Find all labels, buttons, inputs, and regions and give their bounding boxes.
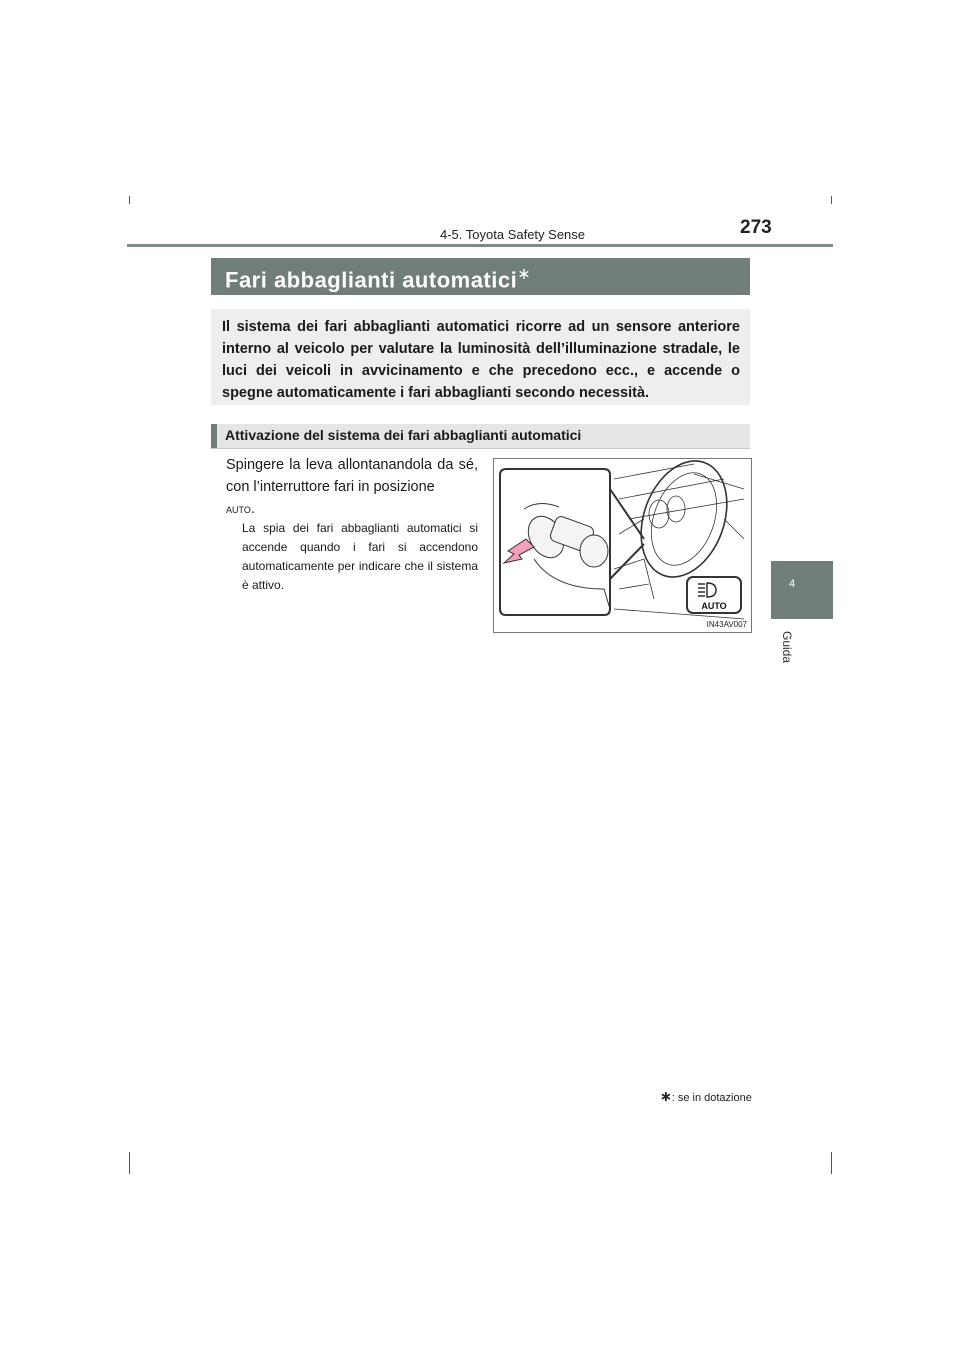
title-bar [211,258,750,295]
intro-text: Il sistema dei fari abbaglianti automatici ricorre ad un sensore anteriore interno al veicolo per valutare la luminosità dell’illuminazione stradale, le luci dei veicoli in avvicinamento e che precedono ecc., e accende o spegne automaticamente i fari abbaglianti secondo necessità. [222,319,740,401]
auto-symbol: AUTO [226,505,251,515]
chapter-name-wrapper [780,631,810,671]
crop-mark [129,196,130,204]
auto-indicator-label: AUTO [701,601,727,611]
page-title-text: Fari abbaglianti automatici [225,267,518,293]
instruction-end: . [250,501,255,517]
subsection-marker [211,424,217,448]
note-text: La spia dei fari abbaglianti automatici si accende quando i fari si accendono automaticamente per indicare che il sistema è attivo. [242,521,478,592]
chapter-name: Guida [780,631,794,664]
footnote [660,1088,752,1105]
lever-illustration [494,459,751,632]
section-label: 4-5. Toyota Safety Sense [440,227,586,242]
crop-mark [129,1152,130,1174]
footnote-text: : se in dotazione [671,1092,752,1104]
footnote-mark: ∗ [660,1088,672,1104]
crop-mark [831,1152,832,1174]
header-rule [127,244,833,247]
illustration [493,458,752,633]
intro-box [211,309,750,405]
instruction-main: Spingere la leva allontanandola da sé, con l’interruttore fari in posizione [226,457,478,495]
chapter-tab [771,561,833,619]
crop-mark [831,196,832,204]
instruction-text [226,454,478,521]
subsection-heading: Attivazione del sistema dei fari abbaglianti automatici [225,427,582,443]
figure-code: IN43AV007 [706,620,747,629]
title-footnote-mark: ∗ [517,266,532,283]
subsection-heading-bar [211,424,750,449]
chapter-number: 4 [789,578,796,590]
page-number: 273 [740,217,772,238]
page-title [225,264,531,293]
